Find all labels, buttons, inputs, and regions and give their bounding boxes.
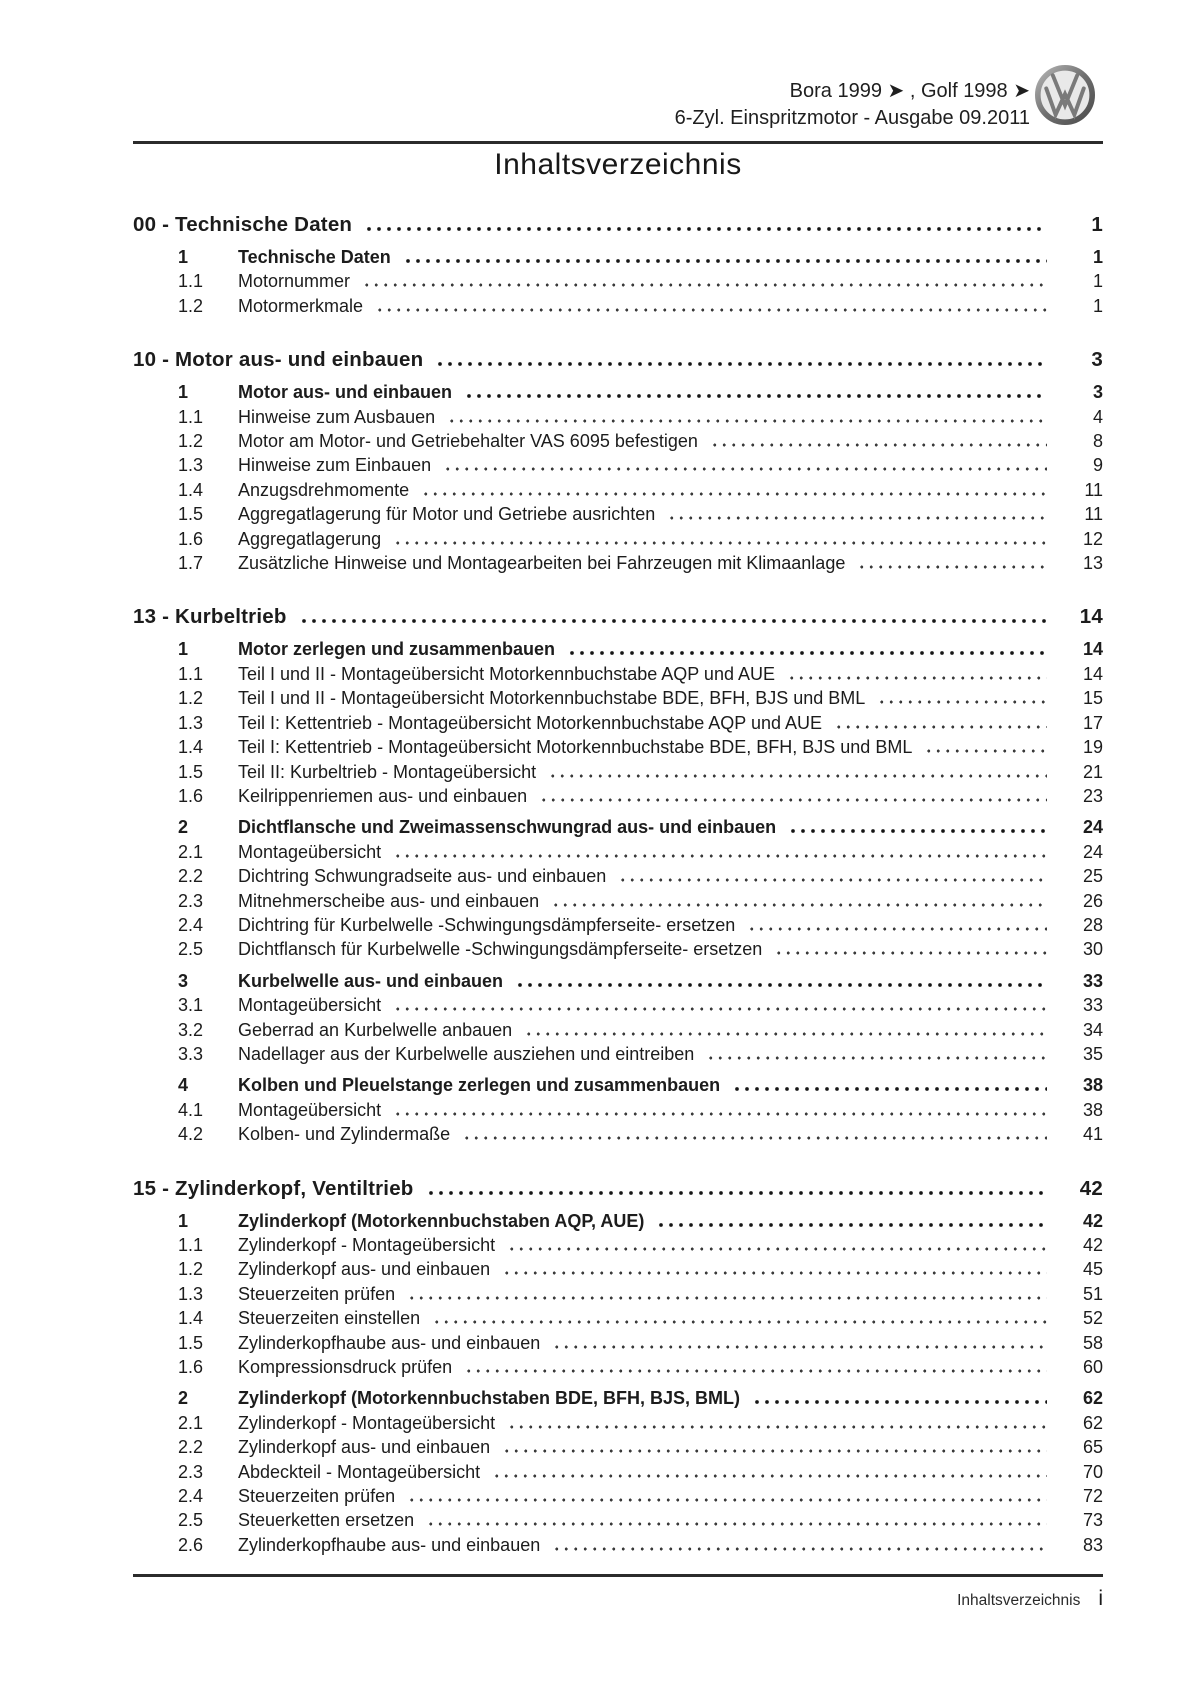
dot-leader bbox=[362, 283, 1047, 287]
dot-leader bbox=[393, 541, 1047, 545]
entry-number: 4.1 bbox=[178, 1099, 204, 1120]
entry-title: Abdeckteil - Montageübersicht bbox=[238, 1461, 481, 1482]
toc-entry-row bbox=[133, 1533, 1103, 1557]
toc-entry-row bbox=[133, 1411, 1103, 1435]
entry-title: Montageübersicht bbox=[238, 995, 382, 1016]
dot-leader bbox=[857, 565, 1047, 569]
entry-page-number: 11 bbox=[1084, 504, 1103, 525]
entry-page-number: 51 bbox=[1082, 1283, 1103, 1304]
entry-number: 1.4 bbox=[178, 479, 204, 500]
toc-entry-row bbox=[133, 269, 1103, 293]
entry-number: 1.1 bbox=[178, 1235, 204, 1255]
dot-leader bbox=[667, 516, 1047, 520]
entry-title: Montageübersicht bbox=[238, 841, 382, 862]
entry-page-number: 8 bbox=[1092, 431, 1103, 452]
toc-entry-row bbox=[133, 294, 1103, 318]
dot-leader bbox=[732, 1087, 1047, 1091]
entry-number: 1.6 bbox=[178, 1357, 204, 1378]
dot-leader bbox=[787, 676, 1047, 680]
dot-leader bbox=[551, 903, 1047, 907]
dot-leader bbox=[464, 1369, 1047, 1373]
entry-number: 2.5 bbox=[178, 1510, 204, 1531]
chapter-label: 10 - Motor aus- und einbauen bbox=[133, 348, 424, 372]
chapter-page-number: 1 bbox=[1091, 213, 1103, 236]
entry-title: Dichtflansche und Zweimassenschwungrad aus- und einbauen bbox=[238, 817, 777, 838]
toc-entry-row bbox=[133, 937, 1103, 961]
entry-number: 3.3 bbox=[178, 1043, 204, 1064]
entry-page-number: 17 bbox=[1082, 712, 1103, 733]
dot-leader bbox=[924, 749, 1047, 753]
dot-leader bbox=[567, 651, 1047, 655]
dot-leader bbox=[877, 700, 1047, 704]
dot-leader bbox=[747, 927, 1047, 931]
entry-page-number: 34 bbox=[1082, 1019, 1103, 1040]
entry-title: Steuerzeiten einstellen bbox=[238, 1308, 421, 1329]
entry-title: Zylinderkopf aus- und einbauen bbox=[238, 1437, 491, 1458]
dot-leader bbox=[299, 619, 1047, 623]
entry-page-number: 70 bbox=[1082, 1461, 1103, 1482]
entry-title: Geberrad an Kurbelwelle anbauen bbox=[238, 1019, 513, 1040]
entry-title: Steuerzeiten prüfen bbox=[238, 1283, 396, 1304]
dot-leader bbox=[656, 1223, 1047, 1227]
entry-title: Kolben und Pleuelstange zerlegen und zusammenbauen bbox=[238, 1075, 721, 1096]
entry-title: Kompressionsdruck prüfen bbox=[238, 1357, 453, 1378]
dot-leader bbox=[443, 467, 1047, 471]
toc-entry-row bbox=[133, 405, 1103, 429]
entry-title: Zylinderkopf aus- und einbauen bbox=[238, 1259, 491, 1280]
toc-entry-row bbox=[133, 760, 1103, 784]
dot-leader bbox=[524, 1032, 1047, 1036]
entry-title: Teil I und II - Montageübersicht Motorkennbuchstabe AQP und AUE bbox=[238, 663, 775, 684]
entry-number: 1.3 bbox=[178, 455, 204, 476]
dot-leader bbox=[552, 1345, 1047, 1349]
dot-leader bbox=[548, 774, 1047, 778]
toc-entry-row bbox=[133, 1508, 1103, 1532]
entry-title: Steuerketten ersetzen bbox=[238, 1510, 415, 1531]
entry-title: Motornummer bbox=[238, 271, 351, 292]
toc-entry-row bbox=[133, 815, 1103, 839]
entry-number: 1.1 bbox=[178, 271, 204, 292]
page-header bbox=[133, 60, 1103, 144]
entry-number: 1.6 bbox=[178, 785, 204, 806]
toc-entry-row bbox=[133, 380, 1103, 404]
entry-title: Teil II: Kurbeltrieb - Montageübersicht bbox=[238, 761, 537, 782]
entry-page-number: 42 bbox=[1082, 1235, 1103, 1255]
footer-page-number: i bbox=[1098, 1587, 1103, 1610]
toc-entry-row bbox=[133, 1257, 1103, 1281]
header-subtitle: 6-Zyl. Einspritzmotor - Ausgabe 09.2011 bbox=[674, 107, 1030, 129]
entry-title: Teil I und II - Montageübersicht Motorkennbuchstabe BDE, BFH, BJS und BML bbox=[238, 688, 866, 709]
chapter-label: 13 - Kurbeltrieb bbox=[133, 605, 287, 629]
entry-page-number: 33 bbox=[1082, 970, 1103, 991]
dot-leader bbox=[432, 1320, 1047, 1324]
entry-page-number: 26 bbox=[1082, 890, 1103, 911]
entry-title: Zylinderkopfhaube aus- und einbauen bbox=[238, 1332, 541, 1353]
toc-entry-row bbox=[133, 478, 1103, 502]
entry-number: 2.1 bbox=[178, 1412, 204, 1433]
toc-entry-row bbox=[133, 1386, 1103, 1410]
entry-page-number: 11 bbox=[1084, 479, 1103, 500]
toc-entry-row bbox=[133, 711, 1103, 735]
toc-entry-row bbox=[133, 1042, 1103, 1066]
dot-leader bbox=[706, 1056, 1047, 1060]
entry-title: Zylinderkopf - Montageübersicht bbox=[238, 1235, 496, 1255]
entry-page-number: 4 bbox=[1092, 406, 1103, 427]
entry-title: Dichtring für Kurbelwelle -Schwingungsdämpferseite- ersetzen bbox=[238, 914, 736, 935]
dot-leader bbox=[393, 854, 1047, 858]
entry-page-number: 1 bbox=[1092, 247, 1103, 267]
entry-title: Zylinderkopf (Motorkennbuchstaben AQP, AUE) bbox=[238, 1210, 645, 1231]
entry-number: 1.2 bbox=[178, 1259, 204, 1280]
entry-number: 1.7 bbox=[178, 553, 204, 574]
toc-entry-row bbox=[133, 864, 1103, 888]
chapter-label: 15 - Zylinderkopf, Ventiltrieb bbox=[133, 1176, 414, 1200]
entry-title: Hinweise zum Einbauen bbox=[238, 455, 432, 476]
toc-entry-row bbox=[133, 245, 1103, 269]
footer-row bbox=[133, 1587, 1103, 1611]
toc-entry-row bbox=[133, 662, 1103, 686]
dot-leader bbox=[407, 1498, 1047, 1502]
entry-number: 2.3 bbox=[178, 1461, 204, 1482]
dot-leader bbox=[464, 394, 1047, 398]
header-models: Bora 1999 ➤ , Golf 1998 ➤ bbox=[789, 80, 1030, 102]
toc-entry-row bbox=[133, 1484, 1103, 1508]
entry-page-number: 24 bbox=[1082, 817, 1103, 838]
header-rule bbox=[133, 141, 1103, 144]
entry-title: Steuerzeiten prüfen bbox=[238, 1486, 396, 1507]
dot-leader bbox=[462, 1136, 1047, 1140]
dot-leader bbox=[502, 1449, 1047, 1453]
entry-page-number: 33 bbox=[1082, 995, 1103, 1016]
dot-leader bbox=[752, 1400, 1047, 1404]
toc-entry-row bbox=[133, 1098, 1103, 1122]
dot-leader bbox=[492, 1474, 1047, 1478]
dot-leader bbox=[393, 1007, 1047, 1011]
entry-number: 1 bbox=[178, 639, 189, 660]
entry-number: 1.2 bbox=[178, 431, 204, 452]
footer-rule bbox=[133, 1574, 1103, 1577]
toc-entry-row bbox=[133, 1306, 1103, 1330]
entry-page-number: 15 bbox=[1082, 688, 1103, 709]
entry-number: 2.4 bbox=[178, 914, 204, 935]
dot-leader bbox=[539, 798, 1047, 802]
dot-leader bbox=[447, 419, 1047, 423]
dot-leader bbox=[507, 1247, 1047, 1251]
entry-number: 2 bbox=[178, 817, 189, 838]
toc-entry-row bbox=[133, 637, 1103, 661]
entry-page-number: 1 bbox=[1092, 295, 1103, 316]
entry-title: Kolben- und Zylindermaße bbox=[238, 1124, 451, 1145]
toc-entry-row bbox=[133, 1073, 1103, 1097]
entry-page-number: 28 bbox=[1082, 914, 1103, 935]
entry-page-number: 62 bbox=[1082, 1388, 1103, 1409]
entry-page-number: 14 bbox=[1082, 663, 1103, 684]
entry-number: 1.5 bbox=[178, 1332, 204, 1353]
dot-leader bbox=[407, 1296, 1047, 1300]
entry-number: 1 bbox=[178, 382, 189, 403]
dot-leader bbox=[834, 725, 1047, 729]
toc-entry-row bbox=[133, 1460, 1103, 1484]
entry-title: Kurbelwelle aus- und einbauen bbox=[238, 970, 504, 991]
entry-number: 1.1 bbox=[178, 663, 204, 684]
dot-leader bbox=[421, 492, 1047, 496]
toc-entry-row bbox=[133, 784, 1103, 808]
entry-title: Zylinderkopf - Montageübersicht bbox=[238, 1412, 496, 1433]
toc-entry-row bbox=[133, 1122, 1103, 1146]
dot-leader bbox=[403, 259, 1047, 263]
entry-title: Mitnehmerscheibe aus- und einbauen bbox=[238, 890, 540, 911]
entry-number: 2 bbox=[178, 1388, 189, 1409]
entry-number: 1.1 bbox=[178, 406, 204, 427]
entry-number: 2.6 bbox=[178, 1534, 204, 1555]
entry-title: Motor am Motor- und Getriebehalter VAS 6095 befestigen bbox=[238, 431, 698, 452]
entry-number: 2.5 bbox=[178, 939, 204, 960]
entry-title: Nadellager aus der Kurbelwelle ausziehen und eintreiben bbox=[238, 1043, 695, 1064]
entry-page-number: 35 bbox=[1082, 1043, 1103, 1064]
entry-number: 1 bbox=[178, 1210, 189, 1231]
entry-title: Teil I: Kettentrieb - Montageübersicht Motorkennbuchstabe AQP und AUE bbox=[238, 712, 823, 733]
entry-number: 3.1 bbox=[178, 995, 204, 1016]
entry-number: 1.4 bbox=[178, 1308, 204, 1329]
dot-leader bbox=[552, 1547, 1047, 1551]
entry-number: 2.3 bbox=[178, 890, 204, 911]
chapter-page-number: 14 bbox=[1079, 605, 1103, 629]
dot-leader bbox=[618, 878, 1047, 882]
entry-number: 1.5 bbox=[178, 504, 204, 525]
entry-title: Motor aus- und einbauen bbox=[238, 382, 452, 403]
toc-chapter-row bbox=[133, 212, 1103, 238]
toc-chapter-row bbox=[133, 604, 1103, 630]
entry-title: Aggregatlagerung bbox=[238, 528, 382, 549]
dot-leader bbox=[426, 1191, 1047, 1195]
toc-chapter-row bbox=[133, 347, 1103, 373]
dot-leader bbox=[515, 983, 1047, 987]
chapter-page-number: 3 bbox=[1091, 348, 1103, 372]
entry-page-number: 23 bbox=[1082, 785, 1103, 806]
entry-page-number: 19 bbox=[1082, 737, 1103, 758]
entry-number: 1.2 bbox=[178, 295, 204, 316]
entry-number: 1.3 bbox=[178, 1283, 204, 1304]
entry-number: 3 bbox=[178, 970, 189, 991]
toc-entry-row bbox=[133, 1282, 1103, 1306]
toc-entry-row bbox=[133, 993, 1103, 1017]
entry-number: 4.2 bbox=[178, 1124, 204, 1145]
entry-title: Dichtflansch für Kurbelwelle -Schwingungsdämpferseite- ersetzen bbox=[238, 939, 763, 960]
entry-title: Motormerkmale bbox=[238, 295, 364, 316]
page-footer bbox=[133, 1574, 1103, 1611]
dot-leader bbox=[502, 1271, 1047, 1275]
toc-entry-row bbox=[133, 551, 1103, 575]
entry-page-number: 12 bbox=[1082, 528, 1103, 549]
entry-number: 1.5 bbox=[178, 761, 204, 782]
toc-entry-row bbox=[133, 1331, 1103, 1355]
toc-entry-row bbox=[133, 1435, 1103, 1459]
entry-number: 1.3 bbox=[178, 712, 204, 733]
toc-entry-row bbox=[133, 429, 1103, 453]
toc-entry-row bbox=[133, 735, 1103, 759]
entry-page-number: 73 bbox=[1082, 1510, 1103, 1531]
dot-leader bbox=[375, 308, 1047, 312]
toc-entry-row bbox=[133, 1233, 1103, 1257]
entry-page-number: 41 bbox=[1082, 1124, 1103, 1145]
entry-title: Anzugsdrehmomente bbox=[238, 479, 410, 500]
toc-entry-row bbox=[133, 453, 1103, 477]
entry-page-number: 65 bbox=[1082, 1437, 1103, 1458]
toc-entry-row bbox=[133, 1018, 1103, 1042]
entry-number: 1.2 bbox=[178, 688, 204, 709]
entry-page-number: 45 bbox=[1082, 1259, 1103, 1280]
header-text bbox=[675, 78, 1030, 132]
entry-page-number: 83 bbox=[1082, 1534, 1103, 1555]
toc-entry-row bbox=[133, 913, 1103, 937]
entry-page-number: 62 bbox=[1082, 1412, 1103, 1433]
dot-leader bbox=[774, 951, 1047, 955]
entry-number: 2.1 bbox=[178, 841, 204, 862]
entry-number: 1 bbox=[178, 247, 189, 267]
entry-title: Zusätzliche Hinweise und Montagearbeiten bei Fahrzeugen mit Klimaanlage bbox=[238, 553, 846, 574]
dot-leader bbox=[393, 1112, 1047, 1116]
dot-leader bbox=[507, 1425, 1047, 1429]
footer-label: Inhaltsverzeichnis bbox=[957, 1592, 1081, 1609]
entry-number: 2.2 bbox=[178, 1437, 204, 1458]
entry-page-number: 13 bbox=[1082, 553, 1103, 574]
entry-title: Zylinderkopfhaube aus- und einbauen bbox=[238, 1534, 541, 1555]
dot-leader bbox=[710, 443, 1047, 447]
entry-number: 1.4 bbox=[178, 737, 204, 758]
chapter-label: 00 - Technische Daten bbox=[133, 213, 353, 236]
toc-entry-row bbox=[133, 889, 1103, 913]
entry-page-number: 14 bbox=[1082, 639, 1103, 660]
entry-page-number: 3 bbox=[1092, 382, 1103, 403]
page-title: Inhaltsverzeichnis bbox=[494, 148, 742, 181]
entry-page-number: 72 bbox=[1082, 1486, 1103, 1507]
toc-entry-row bbox=[133, 527, 1103, 551]
dot-leader bbox=[364, 227, 1047, 231]
entry-page-number: 52 bbox=[1082, 1308, 1103, 1329]
entry-number: 1.6 bbox=[178, 528, 204, 549]
entry-title: Zylinderkopf (Motorkennbuchstaben BDE, BFH, BJS, BML) bbox=[238, 1388, 741, 1409]
chapter-page-number: 42 bbox=[1079, 1176, 1103, 1200]
toc-entry-row bbox=[133, 840, 1103, 864]
entry-page-number: 38 bbox=[1082, 1075, 1103, 1096]
toc-entry-row bbox=[133, 1209, 1103, 1233]
entry-title: Technische Daten bbox=[238, 247, 391, 267]
entry-title: Hinweise zum Ausbauen bbox=[238, 406, 436, 427]
toc-entry-row bbox=[133, 969, 1103, 993]
entry-page-number: 9 bbox=[1092, 455, 1103, 476]
entry-page-number: 1 bbox=[1092, 271, 1103, 292]
toc-entry-row bbox=[133, 686, 1103, 710]
entry-title: Keilrippenriemen aus- und einbauen bbox=[238, 785, 528, 806]
toc-entry-row bbox=[133, 1355, 1103, 1379]
entry-page-number: 58 bbox=[1082, 1332, 1103, 1353]
entry-number: 3.2 bbox=[178, 1019, 204, 1040]
entry-title: Aggregatlagerung für Motor und Getriebe ausrichten bbox=[238, 504, 656, 525]
entry-number: 2.2 bbox=[178, 866, 204, 887]
table-of-contents bbox=[133, 212, 1103, 1557]
entry-title: Dichtring Schwungradseite aus- und einbauen bbox=[238, 866, 607, 887]
dot-leader bbox=[788, 829, 1047, 833]
entry-number: 2.4 bbox=[178, 1486, 204, 1507]
entry-page-number: 24 bbox=[1082, 841, 1103, 862]
toc-chapter-row bbox=[133, 1176, 1103, 1202]
entry-page-number: 38 bbox=[1082, 1099, 1103, 1120]
entry-page-number: 21 bbox=[1082, 761, 1103, 782]
entry-page-number: 42 bbox=[1082, 1210, 1103, 1231]
toc-entry-row bbox=[133, 502, 1103, 526]
entry-title: Teil I: Kettentrieb - Montageübersicht Motorkennbuchstabe BDE, BFH, BJS und BML bbox=[238, 737, 913, 758]
vw-logo-icon bbox=[1035, 63, 1095, 127]
entry-number: 4 bbox=[178, 1075, 189, 1096]
dot-leader bbox=[426, 1522, 1047, 1526]
dot-leader bbox=[435, 362, 1047, 366]
entry-page-number: 25 bbox=[1082, 866, 1103, 887]
entry-title: Motor zerlegen und zusammenbauen bbox=[238, 639, 556, 660]
entry-title: Montageübersicht bbox=[238, 1099, 382, 1120]
entry-page-number: 60 bbox=[1082, 1357, 1103, 1378]
entry-page-number: 30 bbox=[1082, 939, 1103, 960]
